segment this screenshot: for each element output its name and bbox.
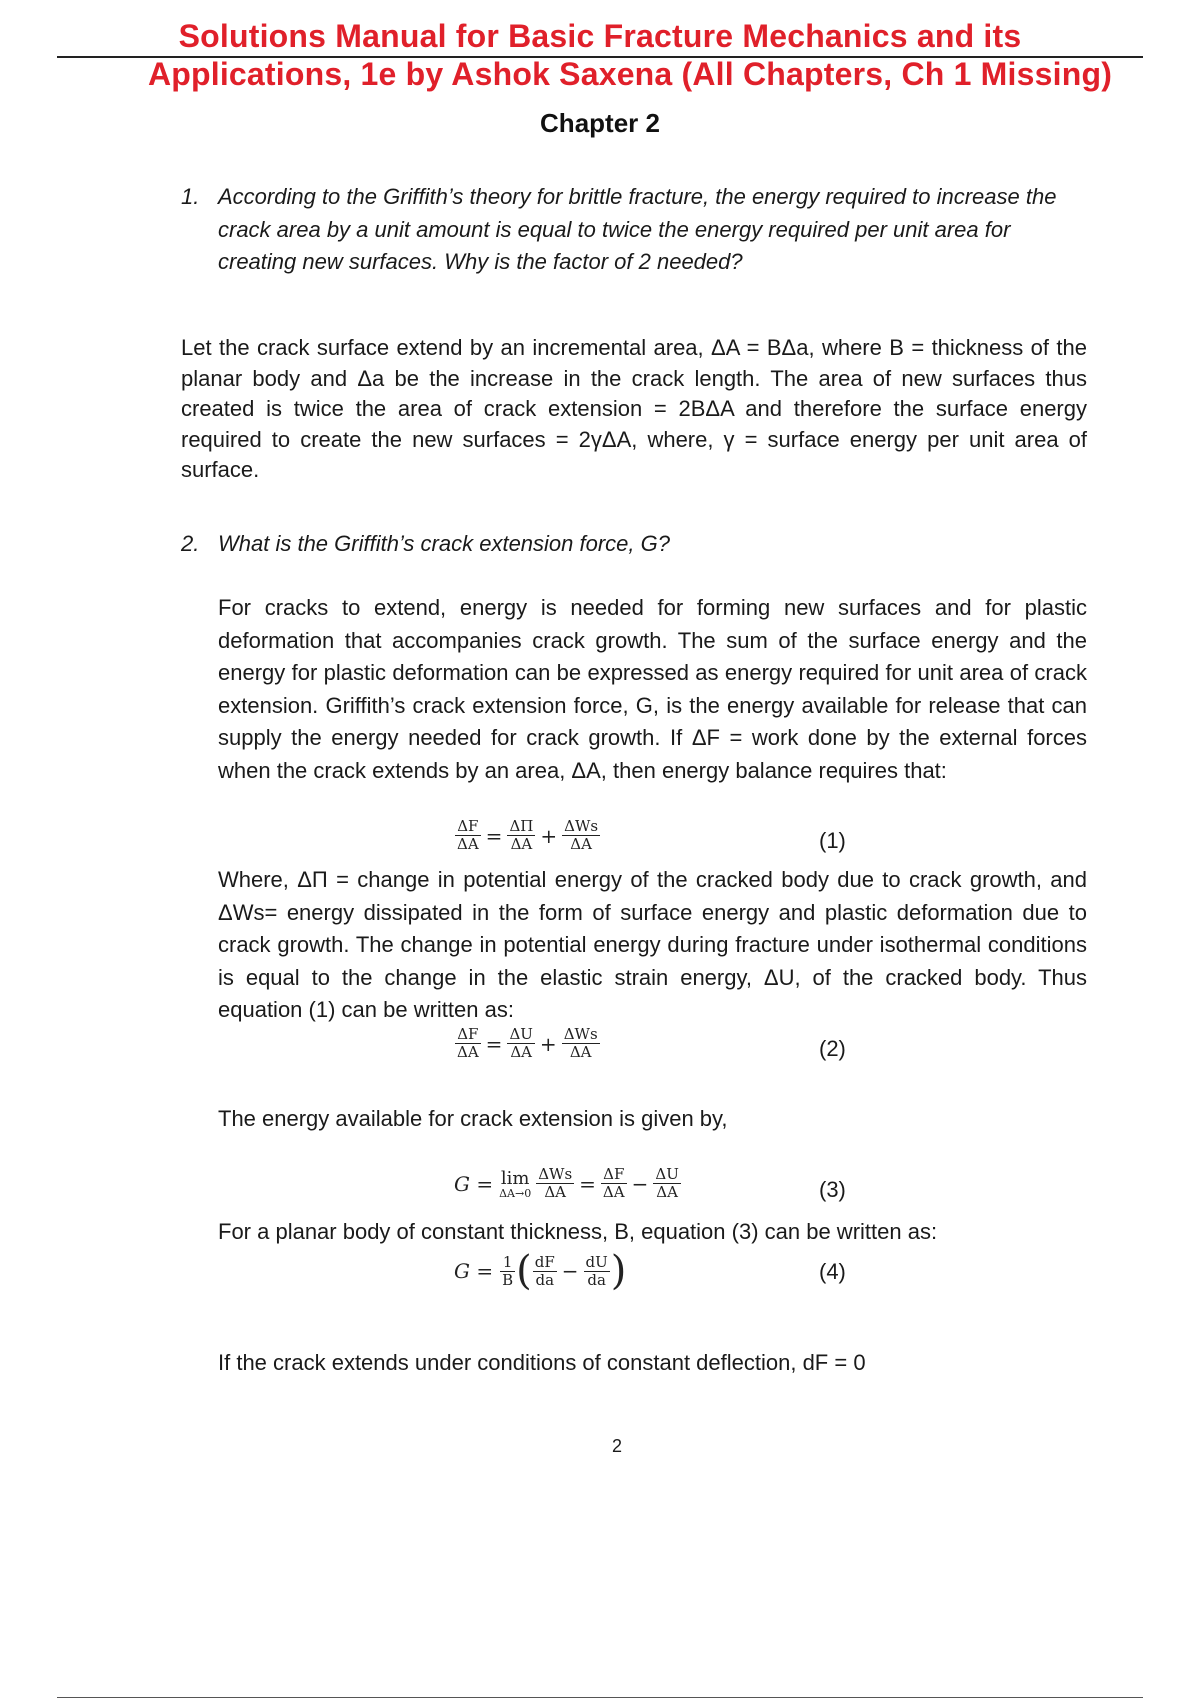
answer-2-paragraph-2: Where, ΔΠ = change in potential energy of the cracked body due to crack growth, and ΔWs= energy dissipated in the form of surface energy and plastic deformation due to crack growth. The change in potential energy during fracture under isothermal conditions is equal to the change in the elastic strain energy, ΔU, of the cracked body. Thus equation (1) can be written as:: [218, 867, 1087, 1022]
eq3-limit: lim ΔA→0: [499, 1167, 532, 1200]
document-title-line1: Solutions Manual for Basic Fracture Mechanics and its: [178, 18, 1022, 54]
eq3-lhs: G =: [454, 1171, 494, 1196]
equation-2: $\frac{\Delta F}{\Delta A}$ = $\frac{\Delta U}{\Delta A}$ + $\frac{\text{ΔWs}}{\Delta A}$: [457, 1025, 598, 1061]
answer-2-paragraph-4: For a planar body of constant thickness, B, equation (3) can be written as:: [218, 1219, 938, 1244]
answer-2-paragraph-5: If the crack extends under conditions of constant deflection, dF = 0: [218, 1350, 866, 1375]
chapter-heading: Chapter 2: [540, 108, 660, 138]
question-2-text: What is the Griffith’s crack extension force, G?: [218, 531, 670, 556]
document-title-line2: Applications, 1e by Ashok Saxena (All Chapters, Ch 1 Missing): [147, 56, 1113, 92]
answer-2-paragraph-1: For cracks to extend, energy is needed for forming new surfaces and for plastic deformation that accompanies crack growth. The sum of the surface energy and the energy for plastic deformation can be expressed as energy required for unit area of crack extension. Griffith’s crack extension force, G, is the energy available for release that can supply the energy needed for crack growth. If ΔF = work done by the external forces when the crack extends by an area, ΔA, then energy balance requires that:: [218, 595, 1087, 783]
equation-4-label: (4): [819, 1259, 846, 1284]
equation-3-label: (3): [819, 1177, 846, 1202]
equation-2-label: (2): [819, 1036, 846, 1061]
question-2-number: 2.: [181, 531, 200, 556]
eq3-fraction-2: $\frac{\Delta F}{\Delta A}$: [602, 1165, 625, 1201]
answer-2-paragraph-3: The energy available for crack extension is given by,: [218, 1106, 728, 1131]
equation-1: $\frac{\Delta F}{\Delta A}$ = $\frac{\Delta\Pi}{\Delta A}$ + $\frac{\text{ΔWs}}{\Delta A}$: [457, 817, 599, 853]
question-1: [181, 181, 1086, 279]
eq4-fraction-0: $\frac{1}{B}$: [502, 1252, 514, 1289]
equation-3: G = lim ΔA→0 $\frac{\text{ΔWs}}{\Delta A}$ = $\frac{\Delta F}{\Delta A}$ − $\frac{\Delta U}{\Delta A}$: [454, 1165, 679, 1201]
eq1-fraction-1: $\frac{\Delta F}{\Delta A}$: [457, 817, 479, 853]
eq3-fraction-3: $\frac{\Delta U}{\Delta A}$: [655, 1165, 679, 1201]
eq2-fraction-3: $\frac{\text{ΔWs}}{\Delta A}$: [563, 1025, 598, 1061]
equation-4: G = $\frac{1}{B}$ ( $\frac{dF}{da}$ − $\frac{dU}{da}$ ): [454, 1248, 627, 1294]
page-number: 2: [611, 1436, 622, 1456]
question-2: [181, 528, 1086, 561]
eq4-lhs: G =: [454, 1259, 494, 1283]
eq4-fraction-2: $\frac{dU}{da}$: [585, 1252, 608, 1289]
answer-1-paragraph: Let the crack surface extend by an incremental area, ΔA = BΔa, where B = thickness of the planar body and Δa be the increase in the crack length. The area of new surfaces thus created is twice the area of crack extension = 2BΔA and therefore the surface energy required to create the new surfaces = 2γΔA, where, γ = surface energy per unit area of surface.: [181, 335, 1087, 482]
eq2-fraction-2: $\frac{\Delta U}{\Delta A}$: [509, 1025, 533, 1061]
eq4-fraction-1: $\frac{dF}{da}$: [534, 1252, 555, 1289]
eq1-fraction-3: $\frac{\text{ΔWs}}{\Delta A}$: [564, 817, 599, 853]
footer-rule: [57, 1697, 1143, 1698]
question-1-number: 1.: [181, 184, 200, 209]
eq3-fraction-1: $\frac{\text{ΔWs}}{\Delta A}$: [538, 1165, 573, 1201]
question-1-text: According to the Griffith’s theory for brittle fracture, the energy required to increase the crack area by a unit amount is equal to twice the energy required per unit area for creating new surfaces. Why is the factor of 2 needed?: [218, 184, 1057, 274]
equation-1-label: (1): [819, 828, 846, 853]
eq1-fraction-2: $\frac{\Delta\Pi}{\Delta A}$: [509, 817, 534, 853]
eq2-fraction-1: $\frac{\Delta F}{\Delta A}$: [457, 1025, 479, 1061]
